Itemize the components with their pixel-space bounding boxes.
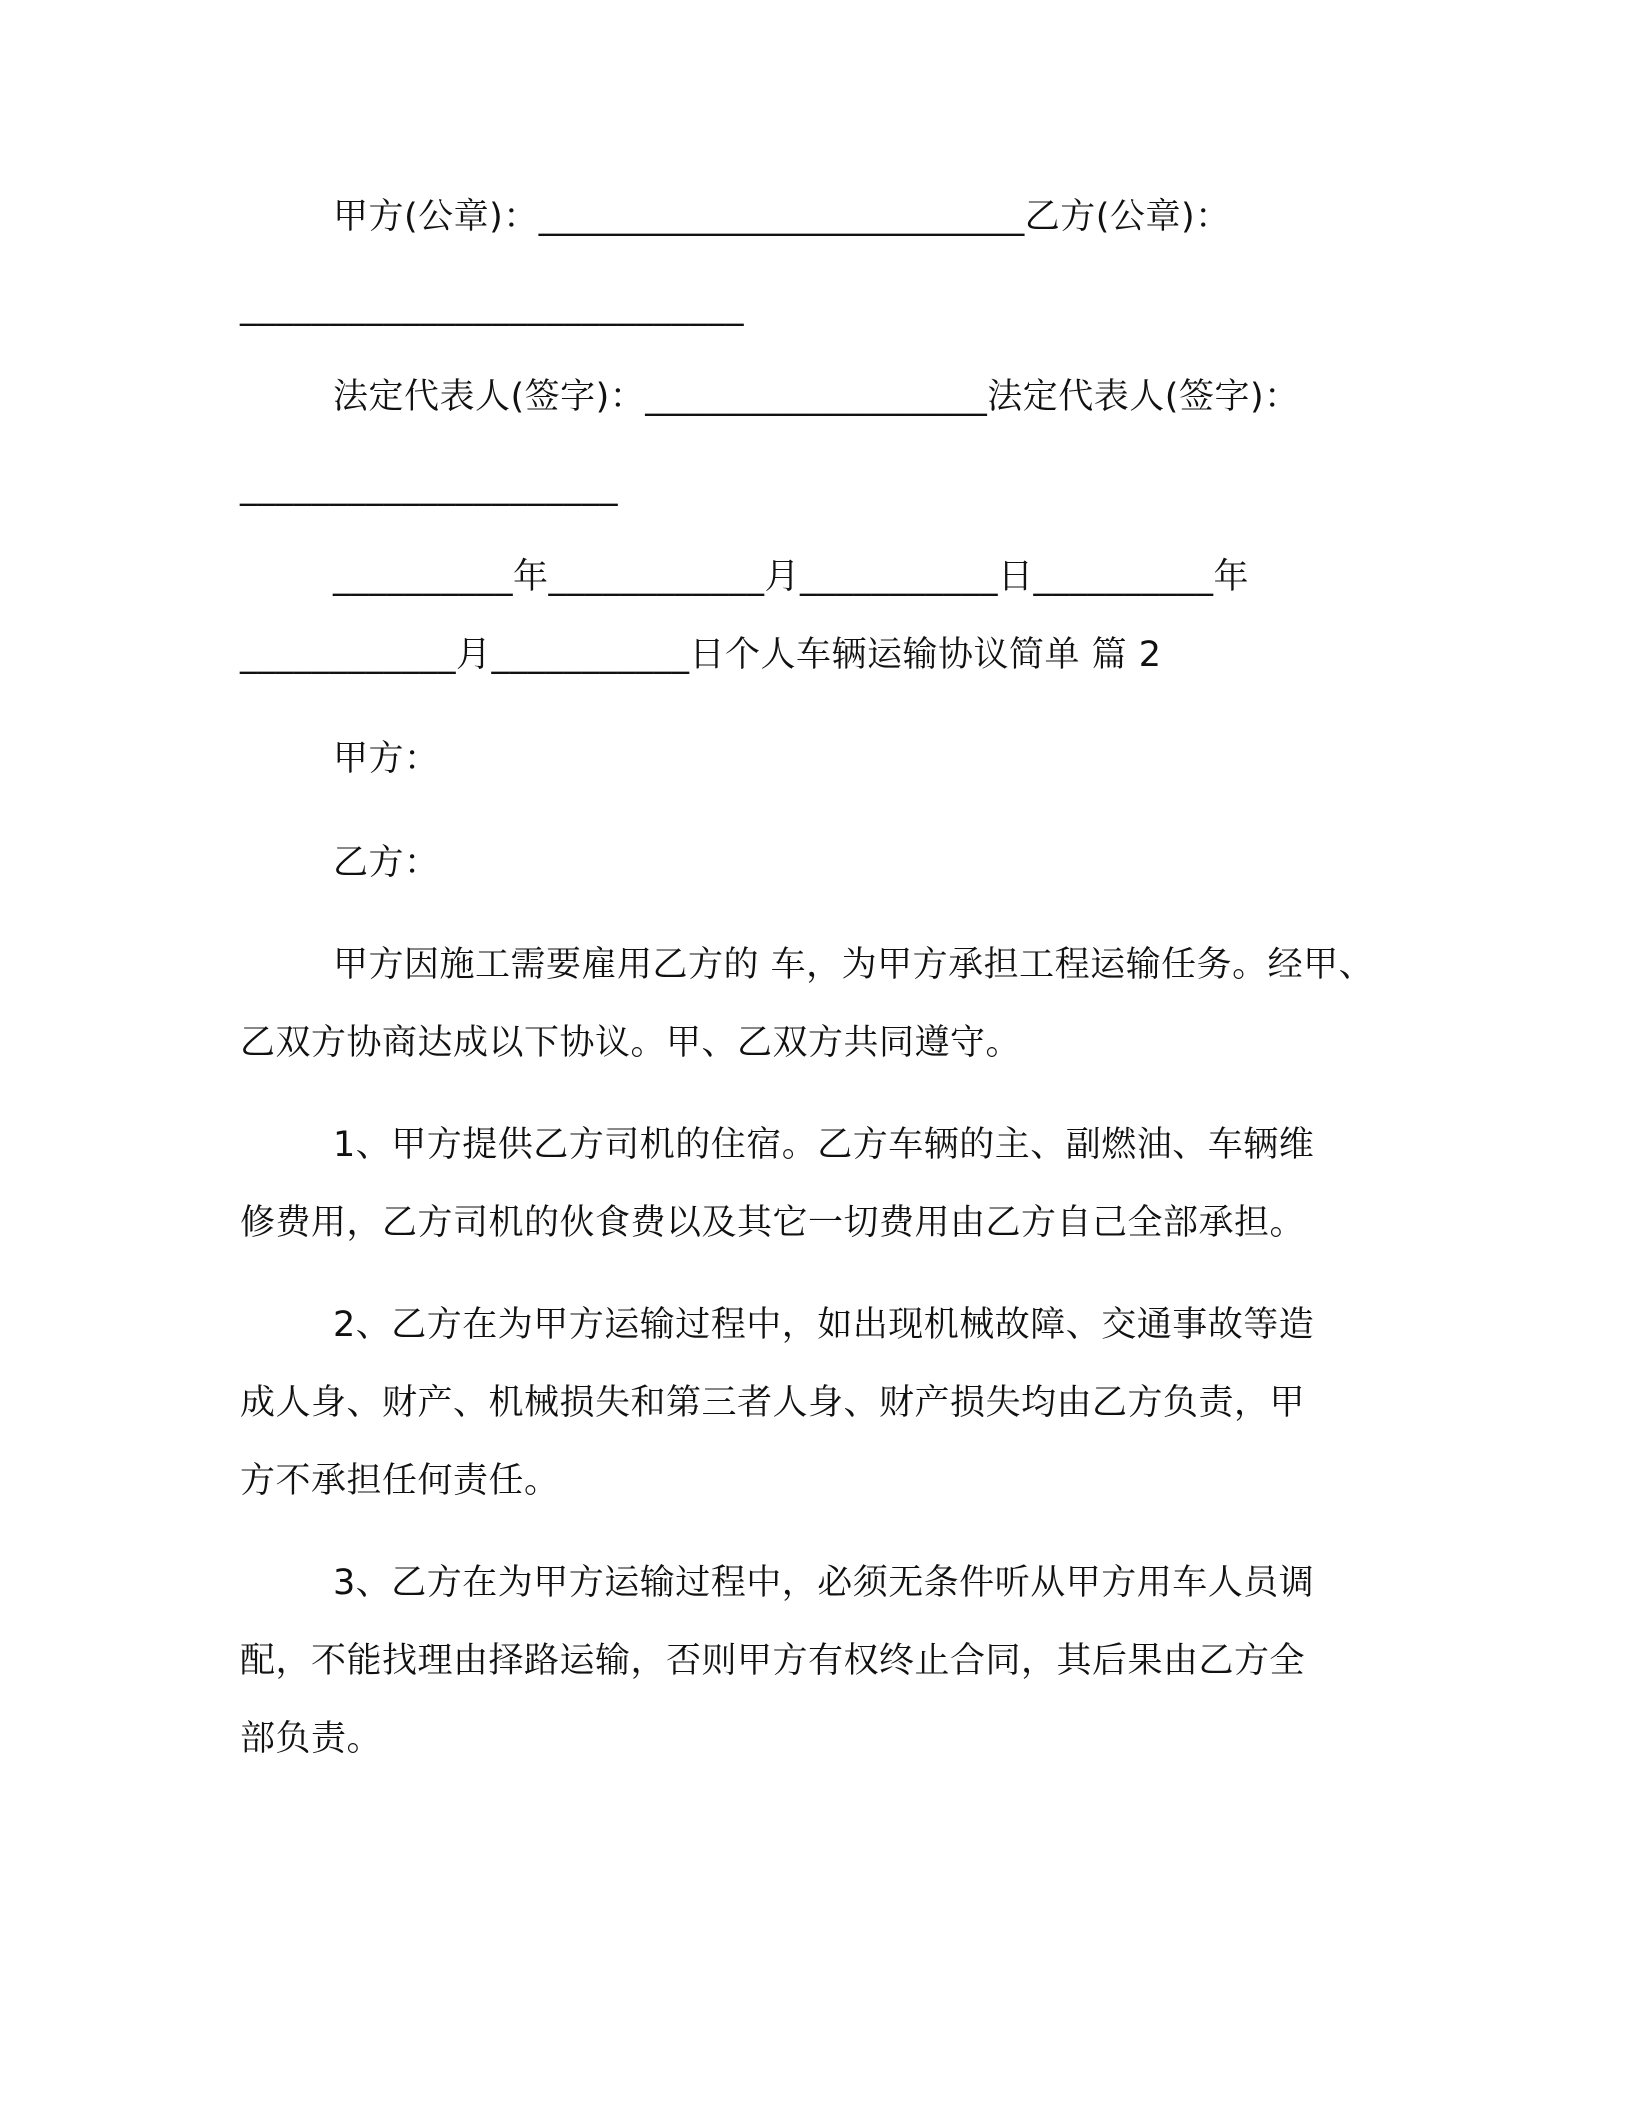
clause-2-line-3: 方不承担任何责任。 <box>240 1461 560 1501</box>
intro-paragraph-line-2: 乙双方协商达成以下协议。甲、乙双方共同遵守。 <box>240 1023 1022 1063</box>
intro-paragraph-line-1: 甲方因施工需要雇用乙方的 车，为甲方承担工程运输任务。经甲、 <box>333 945 1375 985</box>
date-line-continued: ____________月___________日个人车辆运输协议简单 篇 2 <box>240 635 1162 675</box>
clause-3-line-3: 部负责。 <box>240 1719 383 1759</box>
date-line: __________年____________月___________日__________年 <box>333 557 1250 597</box>
party-a-seal-line: 甲方(公章)：___________________________乙方(公章)： <box>333 197 1231 237</box>
clause-3-line-1: 3、乙方在为甲方运输过程中，必须无条件听从甲方用车人员调 <box>333 1563 1315 1603</box>
party-b-label: 乙方： <box>333 843 440 883</box>
clause-1-line-2: 修费用，乙方司机的伙食费以及其它一切费用由乙方自己全部承担。 <box>240 1203 1306 1243</box>
clause-3-line-2: 配，不能找理由择路运输，否则甲方有权终止合同，其后果由乙方全 <box>240 1641 1306 1681</box>
clause-2-line-1: 2、乙方在为甲方运输过程中，如出现机械故障、交通事故等造 <box>333 1305 1315 1345</box>
clause-2-line-2: 成人身、财产、机械损失和第三者人身、财产损失均由乙方负责，甲 <box>240 1383 1306 1423</box>
party-b-seal-blank: ____________________________ <box>240 287 744 327</box>
clause-1-line-1: 1、甲方提供乙方司机的住宿。乙方车辆的主、副燃油、车辆维 <box>333 1125 1315 1165</box>
party-a-label: 甲方： <box>333 739 440 779</box>
legal-representative-line: 法定代表人(签字)：___________________法定代表人(签字)： <box>333 377 1300 417</box>
legal-representative-blank: _____________________ <box>240 467 618 507</box>
